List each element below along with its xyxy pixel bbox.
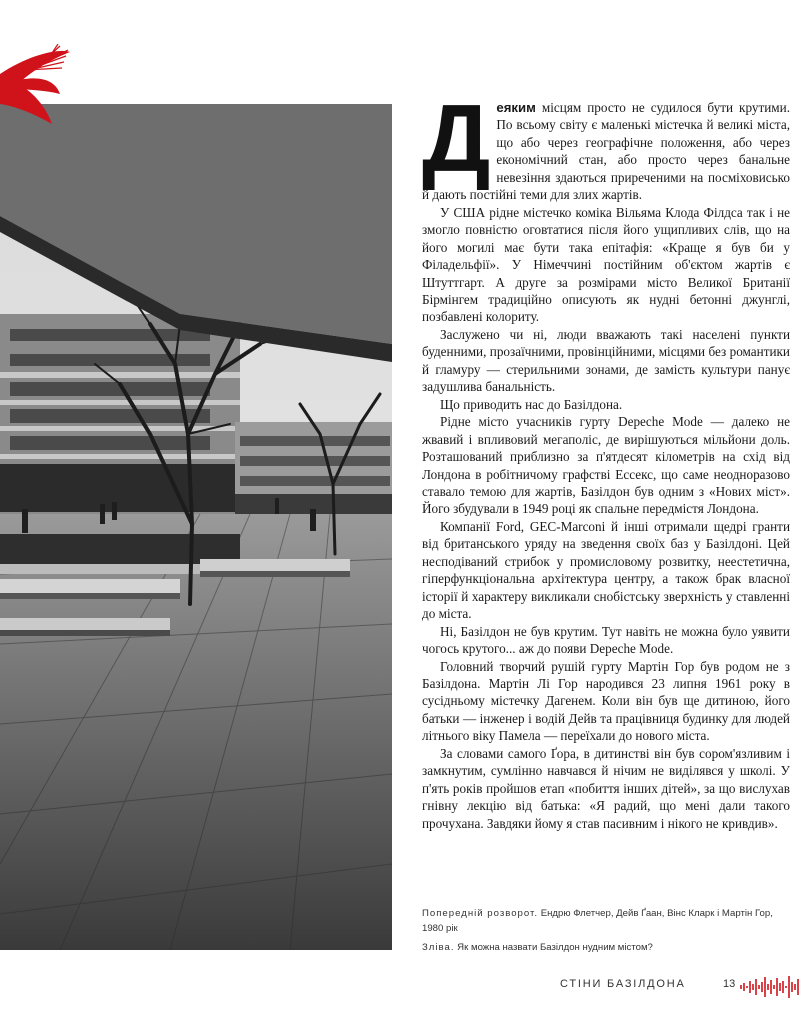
article-paragraph-intro — [422, 85, 790, 204]
lead-word: еяким — [496, 100, 536, 115]
caption-label: Попередній розворот. — [422, 908, 539, 919]
caption-previous-spread — [422, 906, 790, 936]
caption-text: Як можна назвати Базілдон нудним містом? — [454, 942, 653, 953]
page-number: 13 — [723, 978, 736, 990]
article-paragraph: Головний творчий рушій гурту Мартін Гор був родом не з Базілдона. Мартін Лі Гор народився 23 липня 1961 року в сусідньому містечку Дагенем. Коли він був ще дитиною, його батьки — інженер і водій Дейв та працівниця будинку для людей літнього віку Памела — переїхали до нового міста. — [422, 658, 790, 744]
article-paragraph: Заслужено чи ні, люди вважають такі населені пункти буденними, прозаїчними, провінційними, місцями без романтики й гламуру — стерильними зонами, де замість культури панує задушлива банальність. — [422, 326, 790, 395]
article-paragraph: У США рідне містечко коміка Вільяма Клода Філдса так і не змогло повністю оговтатися після його ущипливих слів, що на його могилі має бути така епітафія: «Краще я був би у Філадельфії». У Німеччині постійним об'єктом жартів є Штуттгарт. А друге за розмірами місто Великої Британії Бірмінгем традиційно описують як нудні бетонні джунглі, позбавлені колориту. — [422, 204, 790, 325]
caption-label: Зліва. — [422, 942, 455, 953]
article-paragraph: Що приводить нас до Базілдона. — [440, 396, 623, 412]
photo-captions — [422, 906, 790, 959]
article-paragraph: За словами самого Ґора, в дитинстві він був сором'язливим і замкнутим, сумлінно навчався й нічим не виділявся у школі. У п'ять років пройшов етап «побиття інших дітей», за що вислухав гнівну лекцію від батька: «Я радий, що мені дали такого прочухана. Завдяки йому я став пасивним і нікого не кривдив». — [422, 745, 790, 831]
drop-cap: Д — [422, 85, 491, 192]
intro-text: місцям просто не судилося бути крутими. По всьому світу є маленькі містечка й великі міста, що або через географічне положення, або через економічний стан, або просто через банальне невезіння здаються приреченими на посміховисько й дають постійні теми для злих жартів. — [422, 100, 790, 203]
running-section-title: СТІНИ БАЗІЛДОНА — [560, 978, 686, 990]
article-body — [422, 85, 790, 832]
article-paragraph: Рідне місто учасників гурту Depeche Mode — далеко не жвавий і впливовий мегаполіс, де вирішуються мільйони доль. Розташований приблизно за п'ятдесят кілометрів на схід від Лондона в робітничому графстві Ессекс, що саме неодноразово ставало темою для жартів, Базілдон був одним з «Нових міст». Його збудували в 1949 році як спальне передмістя Лондона. — [422, 414, 790, 517]
article-paragraph: Ні, Базілдон не був крутим. Тут навіть не можна було уявити чогось крутого... аж до появи Depeche Mode. — [422, 623, 790, 657]
soundwave-icon — [740, 975, 801, 999]
caption-text: Ендрю Флетчер, Дейв Ґаан, Вінс Кларк і Мартін Гор, 1980 рік — [422, 908, 773, 934]
caption-left — [422, 940, 790, 955]
red-feather-ornament — [0, 44, 110, 129]
basildon-town-centre-photo — [0, 104, 392, 950]
article-paragraph: Компанії Ford, GEC-Marconi й інші отримали щедрі гранти від британського уряду на зведення своїх баз у Базілдоні. Цей несподіваний стрибок у промисловому розвитку, неестетична, гіперфункціональна архітектура центру, а також брак власної історії й характеру викликали снобістську зверхність у ставленні до міста. — [422, 518, 790, 622]
page-footer — [560, 975, 801, 999]
